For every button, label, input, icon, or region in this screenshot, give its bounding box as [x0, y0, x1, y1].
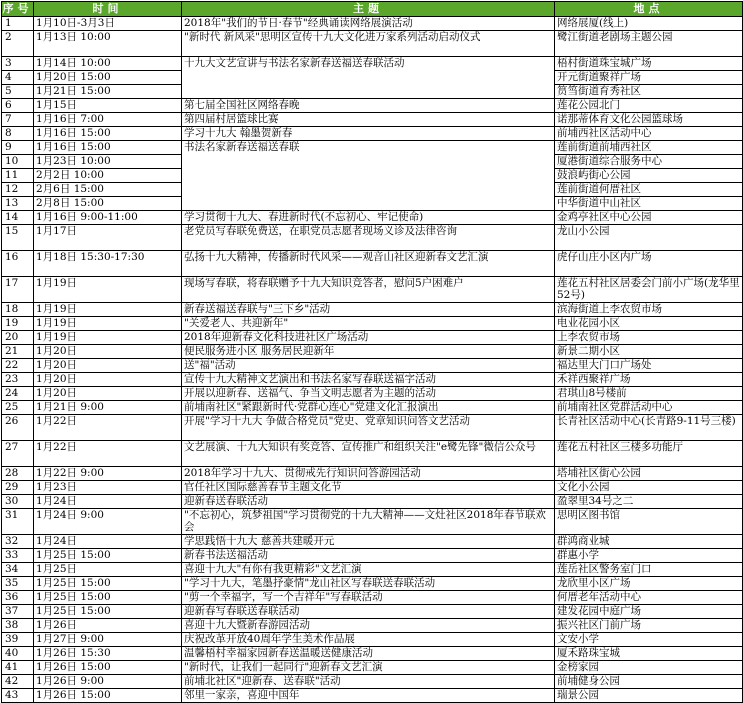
table-row	[2, 509, 743, 535]
row-theme: 新春送福送春联与"三下乡"活动	[182, 303, 555, 317]
table-row	[2, 359, 743, 373]
table-body	[2, 17, 743, 703]
table-row	[2, 251, 743, 277]
table-row	[2, 415, 743, 441]
row-location: 禾祥西聚祥广场	[555, 373, 743, 387]
row-location: 中华街道中山社区	[555, 197, 743, 211]
table-row	[2, 481, 743, 495]
row-number: 38	[2, 619, 34, 633]
row-theme: 弘扬十九大精神，传播新时代风采——观音山社区迎新春文艺汇演	[182, 251, 555, 277]
table-row	[2, 401, 743, 415]
row-number: 31	[2, 509, 34, 535]
row-time: 1月23日 10:00	[34, 155, 182, 169]
row-time: 1月18日 15:30-17:30	[34, 251, 182, 277]
row-location: 虎仔山庄小区内广场	[555, 251, 743, 277]
table-row	[2, 31, 743, 57]
row-theme: 新春书法送福活动	[182, 549, 555, 563]
row-number: 18	[2, 303, 34, 317]
row-theme: "不忘初心，筑梦祖国"学习贯彻党的十九大精神——文灶社区2018年春节联欢会	[182, 509, 555, 535]
row-location: 建发花园中庭广场	[555, 605, 743, 619]
row-theme: 邻里一家亲，喜迎中国年	[182, 689, 555, 703]
row-theme: 开展"学习十九大 争做合格党员"党史、党章知识问答文艺活动	[182, 415, 555, 441]
table-row	[2, 277, 743, 303]
table-row	[2, 373, 743, 387]
row-number: 10	[2, 155, 34, 169]
row-number: 19	[2, 317, 34, 331]
row-number: 9	[2, 141, 34, 155]
header-row	[2, 2, 743, 17]
row-number: 41	[2, 661, 34, 675]
activity-schedule-table	[1, 1, 743, 703]
row-number: 16	[2, 251, 34, 277]
row-theme: 喜迎十九大"有你有我更精彩"文艺汇演	[182, 563, 555, 577]
row-time: 1月23日	[34, 481, 182, 495]
row-number: 27	[2, 441, 34, 467]
row-number: 34	[2, 563, 34, 577]
row-location: 厦港街道综合服务中心	[555, 155, 743, 169]
row-time: 1月24日	[34, 535, 182, 549]
table-row	[2, 211, 743, 225]
row-time: 1月22日	[34, 415, 182, 441]
row-theme: 迎新春送春联活动	[182, 495, 555, 509]
row-theme: 便民服务进小区 服务居民迎新年	[182, 345, 555, 359]
row-time: 1月26日 15:00	[34, 661, 182, 675]
row-theme: 2018年学习十九大、贯彻戒先行知识问答游园活动	[182, 467, 555, 481]
row-number: 2	[2, 31, 34, 57]
row-time: 1月21日 9:00	[34, 401, 182, 415]
row-theme: "新时代 新风采"思明区宣传十九大文化进万家系列活动启动仪式	[182, 31, 555, 57]
row-location: 君琪山8号楼前	[555, 387, 743, 401]
row-theme: 宣传十九大精神文艺演出和书法名家写春联送福字活动	[182, 373, 555, 387]
row-theme: 迎新春写春联送春联活动	[182, 605, 555, 619]
row-location: 莲花五村社区三楼多功能厅	[555, 441, 743, 467]
row-location: 前埔西社区活动中心	[555, 127, 743, 141]
row-number: 17	[2, 277, 34, 303]
row-location: 福达里大门口广场处	[555, 359, 743, 373]
row-time: 1月24日	[34, 495, 182, 509]
table-row	[2, 225, 743, 251]
table-row	[2, 689, 743, 703]
row-location: 金鸡亭社区中心公园	[555, 211, 743, 225]
header-number: 序号	[2, 2, 33, 15]
row-number: 23	[2, 373, 34, 387]
header-time: 时间	[34, 2, 182, 17]
table-row	[2, 591, 743, 605]
row-time: 1月16日 15:00	[34, 127, 182, 141]
row-number: 11	[2, 169, 34, 183]
row-location: 盈翠里34号之二	[555, 495, 743, 509]
row-theme: 喜迎十九大暨新春游园活动	[182, 619, 555, 633]
row-number: 42	[2, 675, 34, 689]
row-location: 前埔健身公园	[555, 675, 743, 689]
table-row	[2, 647, 743, 661]
row-time: 1月19日	[34, 277, 182, 303]
row-location: 前埔南社区党群活动中心	[555, 401, 743, 415]
header-theme: 主题	[182, 2, 555, 17]
row-number: 40	[2, 647, 34, 661]
row-location: 鹭江街道老剧场主题公园	[555, 31, 743, 57]
row-theme: 庆祝改革开放40周年学生美术作品展	[182, 633, 555, 647]
table-row	[2, 633, 743, 647]
row-number: 36	[2, 591, 34, 605]
row-number: 15	[2, 225, 34, 251]
row-location: 群惠小学	[555, 549, 743, 563]
row-number: 7	[2, 113, 34, 127]
row-location: 莲前街道前埔西社区	[555, 141, 743, 155]
row-location: 莲前街道何厝社区	[555, 183, 743, 197]
row-number: 4	[2, 71, 34, 85]
row-number: 6	[2, 99, 34, 113]
row-location: 梧村街道珠宝城广场	[555, 57, 743, 71]
row-number: 30	[2, 495, 34, 509]
row-location: 振兴社区门前广场	[555, 619, 743, 633]
row-time: 1月19日	[34, 331, 182, 345]
row-time: 1月20日	[34, 345, 182, 359]
table-row	[2, 17, 743, 31]
row-location: 龙欣里小区广场	[555, 577, 743, 591]
row-location: 莲花五村社区居委会门前小广场(龙华里52号)	[555, 277, 743, 303]
row-location: 上李农贸市场	[555, 331, 743, 345]
row-time: 1月22日 9:00	[34, 467, 182, 481]
row-theme: "剪一个幸福字，写一个吉祥年"写春联活动	[182, 591, 555, 605]
row-time: 1月25日 15:00	[34, 605, 182, 619]
table-row	[2, 467, 743, 481]
row-location: 诺那蒂体育文化公园篮球场	[555, 113, 743, 127]
row-time: 1月26日	[34, 619, 182, 633]
row-time: 1月25日	[34, 563, 182, 577]
row-time: 1月19日	[34, 317, 182, 331]
table-row	[2, 345, 743, 359]
table-row	[2, 661, 743, 675]
table-row	[2, 441, 743, 467]
row-location: 鼓浪屿街心公园	[555, 169, 743, 183]
row-number: 22	[2, 359, 34, 373]
table-row	[2, 535, 743, 549]
row-number: 1	[2, 17, 34, 31]
row-location: 塔埔社区街心公园	[555, 467, 743, 481]
row-time: 1月14日 10:00	[34, 57, 182, 71]
row-time: 1月25日 15:00	[34, 549, 182, 563]
row-theme: 第七届全国社区网络春晚	[182, 99, 555, 113]
row-time: 1月16日 9:00-11:00	[34, 211, 182, 225]
table-row	[2, 675, 743, 689]
row-theme: 送"福"活动	[182, 359, 555, 373]
row-location: 思明区图书馆	[555, 509, 743, 535]
row-theme: 2018年迎新春文化科技进社区广场活动	[182, 331, 555, 345]
row-theme: 书法名家新春送福送春联	[182, 141, 555, 211]
row-number: 37	[2, 605, 34, 619]
row-time: 2月8日 15:00	[34, 197, 182, 211]
row-number: 26	[2, 415, 34, 441]
row-time: 1月20日 15:00	[34, 71, 182, 85]
row-location: 龙山小公园	[555, 225, 743, 251]
row-location: 瑞景公园	[555, 689, 743, 703]
row-theme: 第四届村居篮球比赛	[182, 113, 555, 127]
row-location: 长青社区活动中心(长青路9-11号三楼)	[555, 415, 743, 441]
table-row	[2, 99, 743, 113]
row-time: 1月21日 15:00	[34, 85, 182, 99]
row-location: 何厝老年活动中心	[555, 591, 743, 605]
row-time: 1月22日	[34, 441, 182, 467]
table-row	[2, 127, 743, 141]
row-number: 35	[2, 577, 34, 591]
row-location: 厦禾路珠宝城	[555, 647, 743, 661]
table-row	[2, 563, 743, 577]
table-row	[2, 605, 743, 619]
row-theme: 老党员写春联免费送，在职党员志愿者现场义诊及法律咨询	[182, 225, 555, 251]
row-time: 1月27日 9:00	[34, 633, 182, 647]
row-location: 网络展厦(线上)	[555, 17, 743, 31]
row-time: 1月20日	[34, 373, 182, 387]
row-theme: 官任社区国际慈善春节主题文化节	[182, 481, 555, 495]
row-location: 滨海街道上李农贸市场	[555, 303, 743, 317]
row-time: 2月2日 10:00	[34, 169, 182, 183]
row-time: 1月26日 9:00	[34, 675, 182, 689]
row-number: 39	[2, 633, 34, 647]
row-number: 32	[2, 535, 34, 549]
row-theme: 2018年"我们的节日·春节"经典诵读网络展演活动	[182, 17, 555, 31]
row-location: 莲岳社区警务室门口	[555, 563, 743, 577]
table-row	[2, 57, 743, 71]
table-row	[2, 549, 743, 563]
row-number: 43	[2, 689, 34, 703]
row-time: 1月16日 15:00	[34, 141, 182, 155]
row-number: 29	[2, 481, 34, 495]
row-time: 1月24日 9:00	[34, 509, 182, 535]
row-theme: 现场写春联，将春联赠予十九大知识竞答者，慰问5户困难户	[182, 277, 555, 303]
row-theme: 学习十九大 翰墨贺新春	[182, 127, 555, 141]
row-number: 24	[2, 387, 34, 401]
row-time: 1月25日 15:00	[34, 577, 182, 591]
table-row	[2, 113, 743, 127]
row-theme: 温馨梧村幸福家园新春送温暖送健康活动	[182, 647, 555, 661]
row-time: 1月26日 15:30	[34, 647, 182, 661]
row-location: 文安小学	[555, 633, 743, 647]
table-row	[2, 577, 743, 591]
row-number: 8	[2, 127, 34, 141]
row-location: 莲花公园北门	[555, 99, 743, 113]
row-location: 开元街道聚祥广场	[555, 71, 743, 85]
row-time: 1月19日	[34, 303, 182, 317]
row-location: 电业花园小区	[555, 317, 743, 331]
row-theme: "新时代，让我们一起同行"迎新春文艺汇演	[182, 661, 555, 675]
row-time: 1月16日 7:00	[34, 113, 182, 127]
row-theme: 学习贯彻十九大、春进新时代(不忘初心、牢记使命)	[182, 211, 555, 225]
row-number: 28	[2, 467, 34, 481]
row-theme: 开展以迎新春、送福气、争当文明志愿者为主题的活动	[182, 387, 555, 401]
row-number: 20	[2, 331, 34, 345]
table-row	[2, 495, 743, 509]
row-number: 5	[2, 85, 34, 99]
row-theme: 学思践悟十九大 慈善共建暖开元	[182, 535, 555, 549]
table-row	[2, 141, 743, 155]
row-theme: 前埔南社区"紧跟新时代·党群心连心"党建文化汇报演出	[182, 401, 555, 415]
row-number: 13	[2, 197, 34, 211]
row-theme: 文艺展演、十九大知识有奖竞答、宣传推广和组织关注"e鹭先锋"微信公众号	[182, 441, 555, 467]
row-time: 1月10日-3月3日	[34, 17, 182, 31]
row-number: 25	[2, 401, 34, 415]
row-time: 1月15日	[34, 99, 182, 113]
row-number: 33	[2, 549, 34, 563]
row-time: 1月13日 10:00	[34, 31, 182, 57]
row-theme: 前埔北社区"迎新春、送春联"活动	[182, 675, 555, 689]
row-theme: "学习十九大，笔墨抒豪情"龙山社区写春联送春联活动	[182, 577, 555, 591]
table-row	[2, 317, 743, 331]
row-location: 金榜家园	[555, 661, 743, 675]
row-number: 21	[2, 345, 34, 359]
row-time: 2月6日 15:00	[34, 183, 182, 197]
row-theme: 十九大文艺宣讲与书法名家新春送福送春联活动	[182, 57, 555, 99]
row-time: 1月26日 15:00	[34, 689, 182, 703]
row-number: 3	[2, 57, 34, 71]
row-time: 1月20日	[34, 359, 182, 373]
row-time: 1月17日	[34, 225, 182, 251]
table-row	[2, 331, 743, 345]
row-time: 1月25日 15:00	[34, 591, 182, 605]
row-number: 14	[2, 211, 34, 225]
table-row	[2, 303, 743, 317]
row-time: 1月20日	[34, 387, 182, 401]
row-location: 筼筜街道育秀社区	[555, 85, 743, 99]
row-theme: "关爱老人、共迎新年"	[182, 317, 555, 331]
row-location: 群鸿商业城	[555, 535, 743, 549]
header-location: 地点	[555, 2, 743, 17]
table-row	[2, 387, 743, 401]
table-row	[2, 619, 743, 633]
row-location: 新景二期小区	[555, 345, 743, 359]
row-location: 文化小公园	[555, 481, 743, 495]
row-number: 12	[2, 183, 34, 197]
